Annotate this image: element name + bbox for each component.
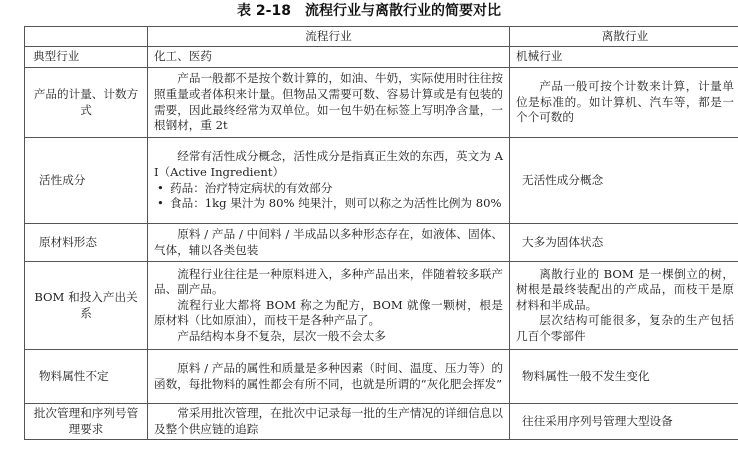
- header-cell-empty: [25, 27, 148, 47]
- cell-process: [148, 262, 510, 350]
- header-cell-discrete: 离散行业: [510, 27, 738, 47]
- row-label: 物料属性不定: [25, 350, 148, 404]
- table-row: [25, 350, 738, 404]
- cell-process-para: 产品结构本身不复杂，层次一般不会太多: [177, 328, 386, 343]
- cell-process: 原料 / 产品的属性和质量是多种因素（时间、温度、压力等）的函数，每批物料的属性都会有所不同，也就是所谓的“灰化肥会挥发”: [148, 350, 510, 404]
- table-row: [25, 224, 738, 262]
- table-number: 表 2-18: [237, 3, 291, 19]
- cell-discrete-para: 离散行业的 BOM 是一棵倒立的树，树根是最终装配出的产成品，而枝干是原材料和半成品。: [516, 266, 734, 312]
- cell-process: [148, 138, 510, 224]
- table-row: [25, 47, 738, 68]
- table-caption: 流程行业与离散行业的简要对比: [304, 3, 501, 19]
- cell-process: 产品一般都不是按个数计算的，如油、牛奶，实际使用时往往按照重量或者体积来计量。但物品又需要可数、容易计算或是有包装的需要，因此最终经常为双单位。如一包牛奶在标签上写明净含量，一根钢材，重 2t: [148, 68, 510, 138]
- row-label: 原材料形态: [25, 224, 148, 262]
- row-label: BOM 和投入产出关系: [25, 262, 148, 350]
- table-row: [25, 262, 738, 350]
- row-label: 产品的计量、计数方式: [25, 68, 148, 138]
- cell-process: 常采用批次管理，在批次中记录每一批的生产情况的详细信息以及整个供应链的追踪: [148, 404, 510, 440]
- cell-process-para: 流程行业往往是一种原料进入，多种产品出来，伴随着较多联产品、副产品。: [154, 266, 503, 297]
- cell-discrete: [510, 262, 738, 350]
- header-cell-process: 流程行业: [148, 27, 510, 47]
- table-row: [25, 138, 738, 224]
- cell-discrete: 大多为固体状态: [510, 224, 738, 262]
- header-row: [25, 27, 738, 47]
- cell-process: 原料 / 产品 / 中间料 / 半成品以多种形态存在，如液体、固体、气体，辅以各类包装: [148, 224, 510, 262]
- cell-discrete: 机械行业: [510, 47, 738, 68]
- cell-process-text: 经常有活性成分概念，活性成分是指真正生效的东西，英文为 AI（Active Ingredient）: [154, 149, 503, 179]
- table-row: [25, 404, 738, 440]
- cell-discrete: 无活性成分概念: [510, 138, 738, 224]
- cell-discrete: 物料属性一般不发生变化: [510, 350, 738, 404]
- cell-discrete: 产品一般可按个计数来计算，计量单位是标准的。如计算机、汽车等，都是一个个可数的: [510, 68, 738, 138]
- list-item: • 食品：1kg 果汁为 80% 纯果汁，则可以称之为活性比例为 80%: [166, 196, 503, 212]
- process-bullet-list: [154, 181, 503, 212]
- list-item: • 药品：治疗特定病状的有效部分: [166, 181, 503, 197]
- table-title: [0, 2, 738, 20]
- comparison-table: [24, 26, 738, 440]
- cell-discrete: 往往采用序列号管理大型设备: [510, 404, 738, 440]
- cell-process-para: 流程行业大都将 BOM 称之为配方，BOM 就像一颗树，根是原材料（比如原油），而枝干是各种产品了。: [154, 297, 503, 328]
- cell-discrete-para: 层次结构可能很多，复杂的生产包括几百个零部件: [516, 313, 734, 343]
- row-label: 活性成分: [25, 138, 148, 224]
- cell-process: 化工、医药: [148, 47, 510, 68]
- row-label: 典型行业: [25, 47, 148, 68]
- row-label: 批次管理和序列号管理要求: [25, 404, 148, 440]
- table-row: [25, 68, 738, 138]
